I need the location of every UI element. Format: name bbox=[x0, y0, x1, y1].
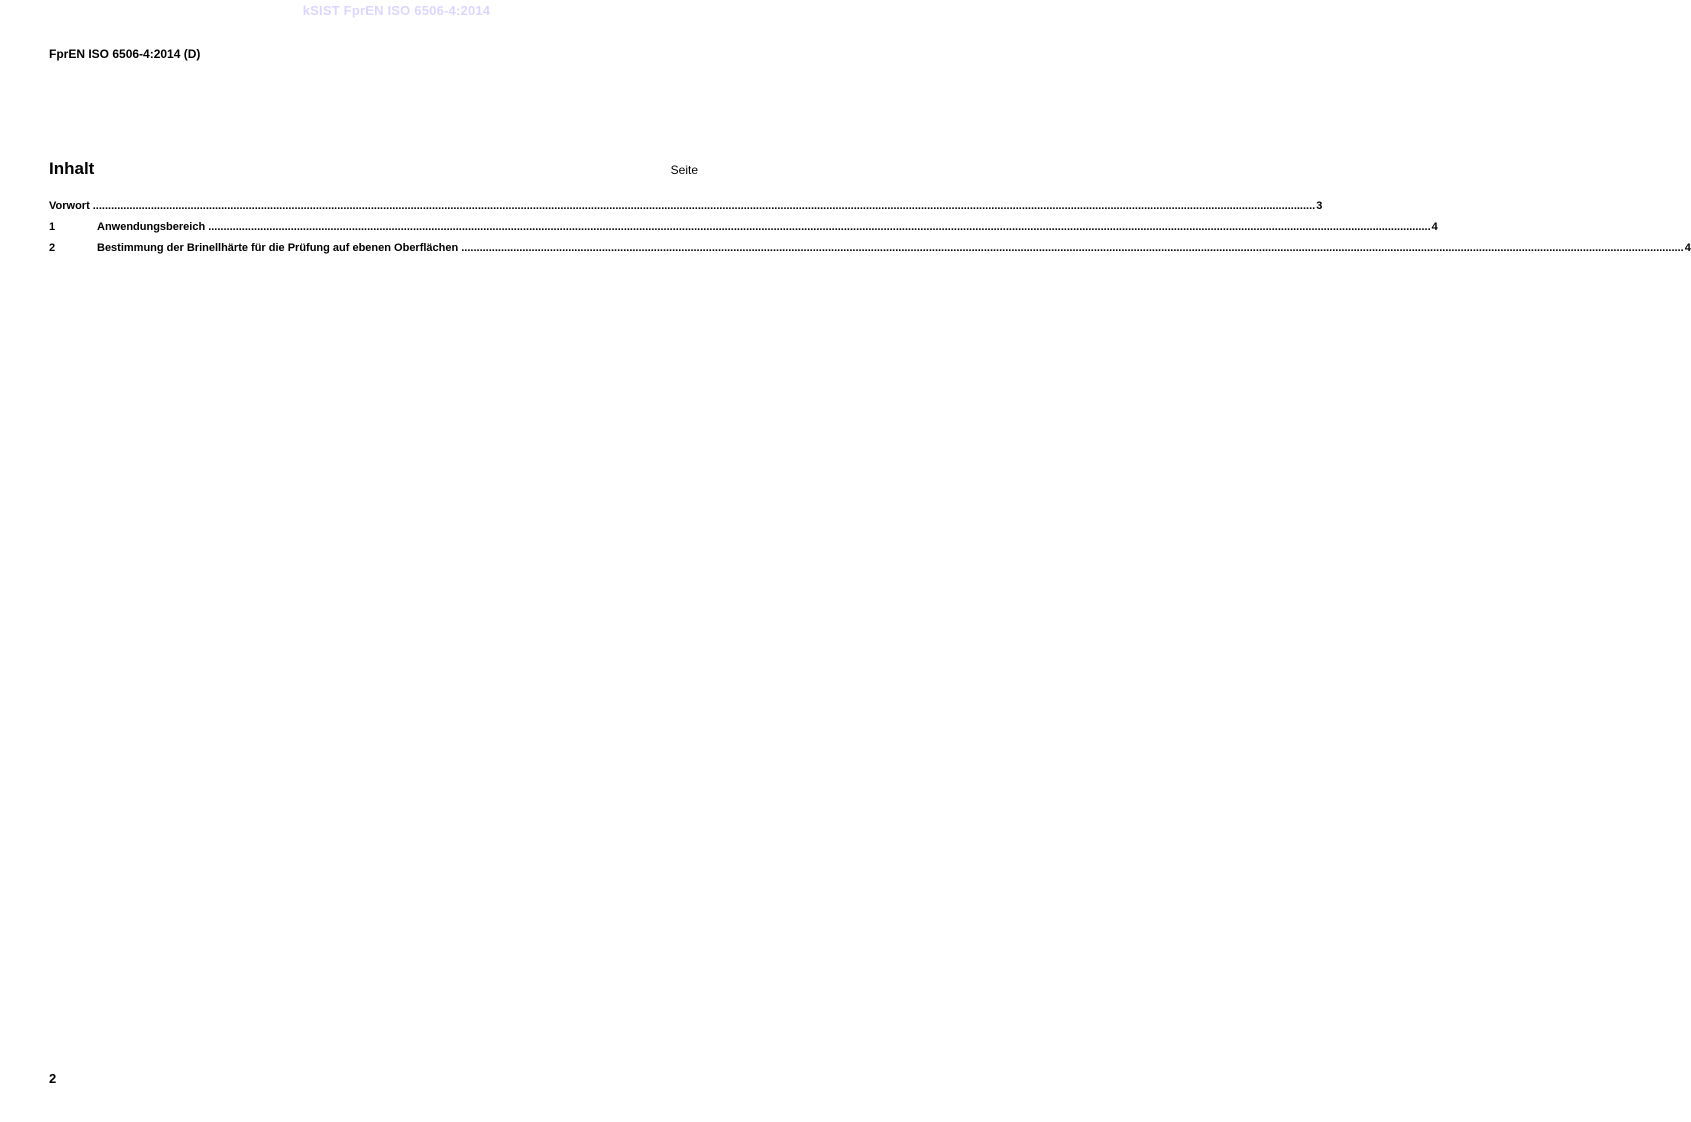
toc-leader-dots: ................................................................................................................................................................................................................................................................................................................................................................................................................ bbox=[92, 200, 1316, 212]
toc-leader-dots: ................................................................................................................................................................................................................................................................................................................................................................................................................ bbox=[461, 242, 1684, 254]
toc-entry-label: Anwendungsbereich bbox=[97, 221, 206, 233]
toc-entry-page: 3 bbox=[1316, 200, 1323, 212]
toc-leader-dots: ................................................................................................................................................................................................................................................................................................................................................................................................................ bbox=[208, 221, 1431, 233]
toc-entry-scope[interactable] bbox=[49, 221, 1438, 242]
toc-heading-row bbox=[49, 159, 698, 181]
toc-list bbox=[49, 200, 1691, 263]
watermark-text: kSIST FprEN ISO 6506-4:2014 bbox=[302, 3, 491, 18]
toc-page-column-label: Seite bbox=[670, 163, 698, 177]
toc-title: Inhalt bbox=[49, 159, 95, 178]
toc-entry-foreword[interactable] bbox=[49, 200, 1323, 221]
toc-entry-page: 4 bbox=[1431, 221, 1438, 233]
toc-entry-label: Vorwort bbox=[49, 200, 90, 212]
toc-entry-page: 4 bbox=[1684, 242, 1691, 254]
document-header: FprEN ISO 6506-4:2014 (D) bbox=[49, 47, 201, 61]
toc-entry-number: 1 bbox=[49, 221, 56, 233]
toc-entry-brinell-hardness[interactable] bbox=[49, 242, 1691, 263]
page-number: 2 bbox=[49, 1071, 57, 1086]
toc-entry-label: Bestimmung der Brinellhärte für die Prüfung auf ebenen Oberflächen bbox=[97, 242, 459, 254]
toc-entry-number: 2 bbox=[49, 242, 56, 254]
